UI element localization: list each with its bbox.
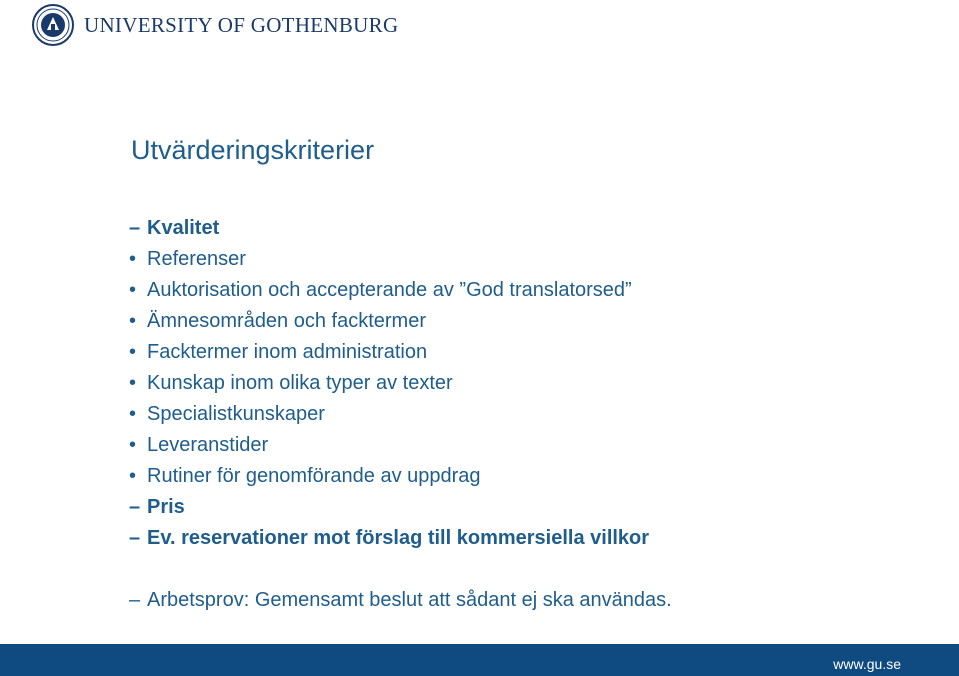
list-item-facktermer bbox=[129, 340, 427, 364]
bullet-marker: • bbox=[129, 279, 137, 301]
list-item-kvalitet bbox=[129, 216, 219, 240]
list-item-kunskap bbox=[129, 371, 453, 395]
footer-url-link[interactable]: www.gu.se bbox=[833, 656, 901, 672]
list-item-text: Leveranstider bbox=[147, 434, 269, 456]
bullet-marker: • bbox=[129, 403, 137, 425]
list-item-specialistkunskaper bbox=[129, 402, 325, 426]
list-item-text: Rutiner för genomförande av uppdrag bbox=[147, 465, 481, 487]
list-item-text: Arbetsprov: Gemensamt beslut att sådant ej ska användas. bbox=[147, 589, 672, 611]
university-seal-icon bbox=[32, 4, 74, 46]
list-item-text: Facktermer inom administration bbox=[147, 341, 428, 363]
list-item-auktorisation bbox=[129, 278, 632, 302]
dash-marker: – bbox=[129, 496, 141, 518]
list-item-text: Kunskap inom olika typer av texter bbox=[147, 372, 453, 394]
footer-bar bbox=[0, 644, 959, 676]
list-item-text: Referenser bbox=[147, 248, 246, 270]
list-item-text: Kvalitet bbox=[147, 217, 220, 239]
list-item-leveranstider bbox=[129, 433, 268, 457]
list-item-arbetsprov bbox=[129, 588, 672, 612]
university-name: UNIVERSITY OF GOTHENBURG bbox=[84, 12, 399, 37]
slide-title: Utvärderingskriterier bbox=[131, 135, 375, 165]
dash-marker: – bbox=[129, 217, 141, 239]
bullet-marker: • bbox=[129, 465, 137, 487]
list-item-pris bbox=[129, 495, 185, 519]
bullet-marker: • bbox=[129, 310, 137, 332]
header bbox=[32, 4, 398, 46]
list-item-text: Specialistkunskaper bbox=[147, 403, 325, 425]
bullet-marker: • bbox=[129, 434, 137, 456]
bullet-marker: • bbox=[129, 341, 137, 363]
dash-marker: – bbox=[129, 589, 141, 611]
list-item-text: Ämnesområden och facktermer bbox=[147, 310, 427, 332]
list-item-reservationer bbox=[129, 526, 649, 550]
list-item-text: Auktorisation och accepterande av ”God translatorsed” bbox=[147, 279, 632, 301]
list-item-text: Ev. reservationer mot förslag till kommersiella villkor bbox=[147, 527, 650, 549]
list-item-amnesomraden bbox=[129, 309, 426, 333]
list-item-rutiner bbox=[129, 464, 481, 488]
bullet-marker: • bbox=[129, 372, 137, 394]
bullet-marker: • bbox=[129, 248, 137, 270]
dash-marker: – bbox=[129, 527, 141, 549]
list-item-referenser bbox=[129, 247, 246, 271]
list-item-text: Pris bbox=[147, 496, 185, 518]
